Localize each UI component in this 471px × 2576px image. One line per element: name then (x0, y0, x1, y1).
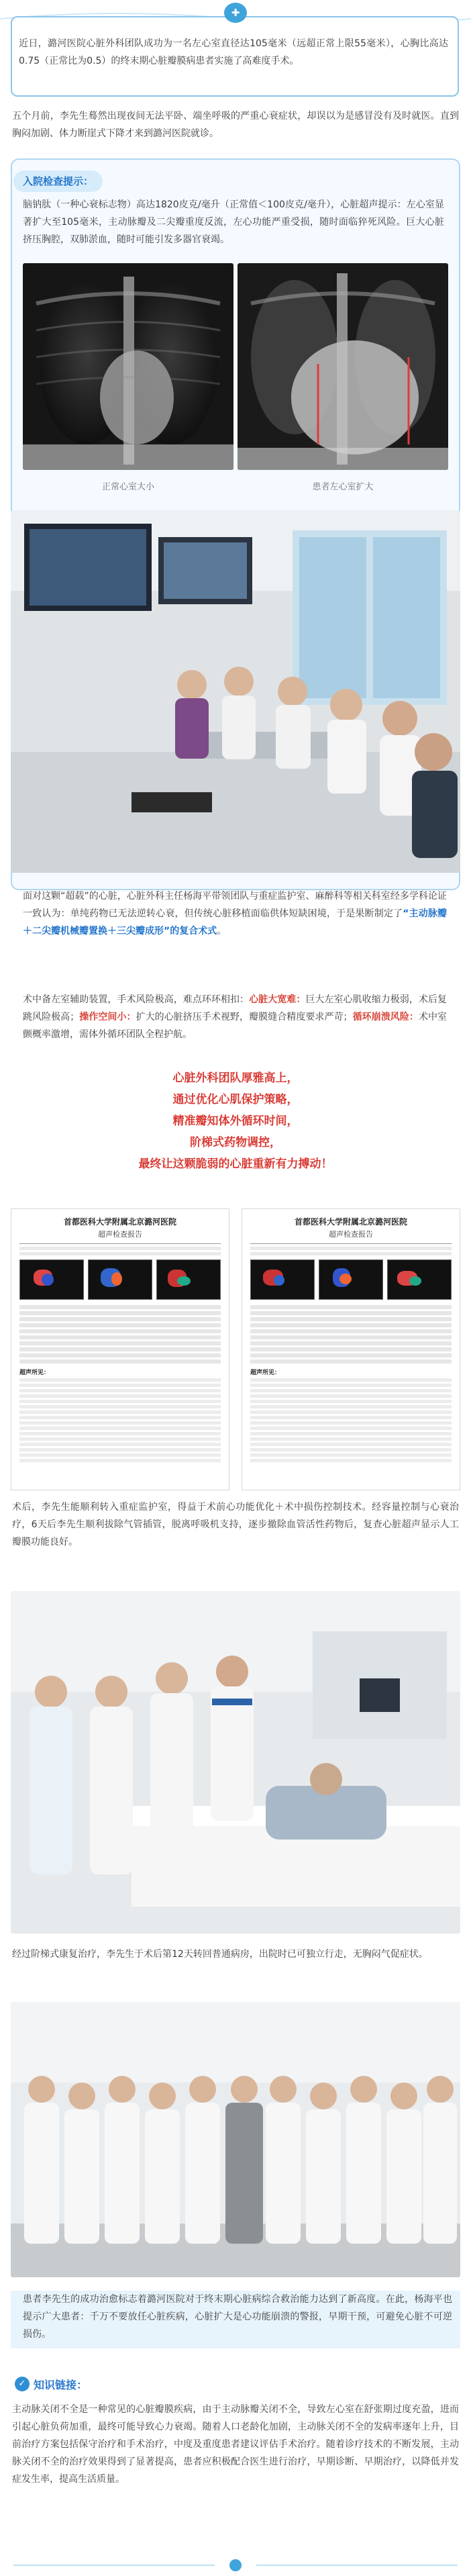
report-title: 超声检查报告 (329, 1230, 373, 1239)
report-hospital: 首都医科大学附属北京潞河医院 (294, 1217, 407, 1227)
group-photo (11, 2002, 460, 2277)
slogan-line: 最终让这颗脆弱的心脏重新有力搏动！ (138, 1157, 333, 1171)
caption-normal: 正常心室大小 (101, 482, 154, 492)
report-section-label: 超声所见： (250, 1370, 281, 1376)
closing-text: 患者李先生的成功治愈标志着潞河医院对于终末期心脏病综合救治能力达到了新高度。在此，杨海平也提示广大患者：千万不要放任心脏疾病，心脏扩大是心功能崩溃的警报，早期干预，可避免心脏不可逆损伤。 (23, 2294, 452, 2340)
xray-normal-image (23, 263, 233, 470)
report-title: 超声检查报告 (98, 1230, 142, 1239)
slogan-block (0, 1067, 471, 1175)
discharge-text: 经过阶梯式康复治疗，李先生于术后第12天转回普通病房，出院时已可独立行走，无胸闷气促症状。 (12, 1949, 428, 1960)
paragraph-onset: 五个月前，李先生蓦然出现夜间无法平卧、端坐呼吸的严重心衰症状，却误以为是感冒没有及时就医。直到胸闷加剧、体力断崖式下降才来到潞河医院就诊。 (12, 111, 459, 139)
slogan-line: 精准瓣知体外循环时间， (172, 1114, 299, 1128)
caption-enlarged: 患者左心室扩大 (312, 482, 374, 492)
knowledge-tag (11, 2373, 97, 2395)
slogan-line: 通过优化心肌保护策略， (172, 1093, 299, 1106)
shield-plus-icon: ✚ (224, 3, 247, 23)
echo-image (319, 1259, 383, 1300)
intro-text: 近日，潞河医院心脏外科团队成功为一名左心室直径达105毫米（远超正常上限55毫米），心胸比高达0.75（正常比为0.5）的终末期心脏瓣膜病患者实施了高难度手术。 (19, 38, 448, 66)
echo-image (250, 1259, 315, 1300)
echo-image (156, 1259, 221, 1300)
bottom-decoration (0, 2555, 471, 2576)
ultrasound-report-right (242, 1208, 460, 1490)
ultrasound-report-left (11, 1208, 229, 1490)
report-hospital: 首都医科大学附属北京潞河医院 (63, 1217, 176, 1227)
slogan-line: 阶梯式药物调控， (190, 1136, 281, 1149)
surgery-risk-text: 术中备左室辅助装置，手术风险极高，难点环环相扣：心脏大宽难：巨大左室心肌收缩力极弱，术后复跳风险极高；操作空间小：扩大的心脏挤压手术视野，瓣膜缝合精度要求严苛；循环崩溃风险：术中室颤概率激增，需体外循环团队全程护航。 (23, 994, 448, 1040)
ward-round-photo (11, 1591, 460, 1934)
surgery-plan-highlight: “主动脉瓣＋二尖瓣机械瓣置换＋三尖瓣成形”的复合术式 (23, 908, 448, 937)
echo-image (88, 1259, 152, 1300)
knowledge-label: 知识链接： (34, 2378, 88, 2391)
team-plan-text: 面对这颗“超载”的心脏，心脏外科主任杨海平带领团队与重症监护室、麻醉科等相关科室经多学科论证一致认为：单纯药物已无法逆转心衰，但传统心脏移植面临供体短缺困境，于是果断制定了“主动脉瓣＋二尖瓣机械瓣置换＋三尖瓣成形”的复合术式。 (23, 891, 448, 937)
knowledge-text: 主动脉关闭不全是一种常见的心脏瓣膜疾病，由于主动脉瓣关闭不全，导致左心室在舒张期过度充盈，进而引起心脏负荷加重，最终可能导致心力衰竭。随着人口老龄化加剧，主动脉关闭不全的发病率逐年上升，目前治疗方案包括保守治疗和手术治疗，中度及重度患者建议评估手术治疗。随着诊疗技术的不断发展，主动脉关闭不全的治疗效果得到了显著提高，患者应积极配合医生进行治疗，早期诊断、早期治疗，以降低并发症发生率，提高生活质量。 (12, 2404, 459, 2485)
admission-tag: 入院检查提示： (13, 171, 103, 192)
postop-text: 术后，李先生能顺利转入重症监护室，得益于术前心功能优化＋术中损伤控制技术。经容量控制与心衰治疗，6天后李先生顺利拔除气管插管，脱离呼吸机支持，逐步撤除血管活性药物后，复查心脏超声显示人工瓣膜功能良好。 (12, 1502, 459, 1547)
slogan-line: 心脏外科团队厚雅高上， (172, 1071, 299, 1085)
team-meeting-photo (11, 510, 460, 873)
admission-text: 脑钠肽（一种心衰标志物）高达1820皮克/毫升（正常值＜100皮克/毫升），心脏超声提示：左心室显著扩大至105毫米，主动脉瓣及二尖瓣重度反流，左心功能严重受损，随时面临猝死风险。巨大心脏挤压胸腔，双肺淤血，随时可能引发多器官衰竭。 (23, 199, 444, 245)
echo-image (19, 1259, 84, 1300)
pin-icon: ✓ (15, 2377, 30, 2391)
report-section-label: 超声所见： (19, 1370, 50, 1376)
echo-image (387, 1259, 452, 1300)
xray-enlarged-image (238, 263, 448, 470)
